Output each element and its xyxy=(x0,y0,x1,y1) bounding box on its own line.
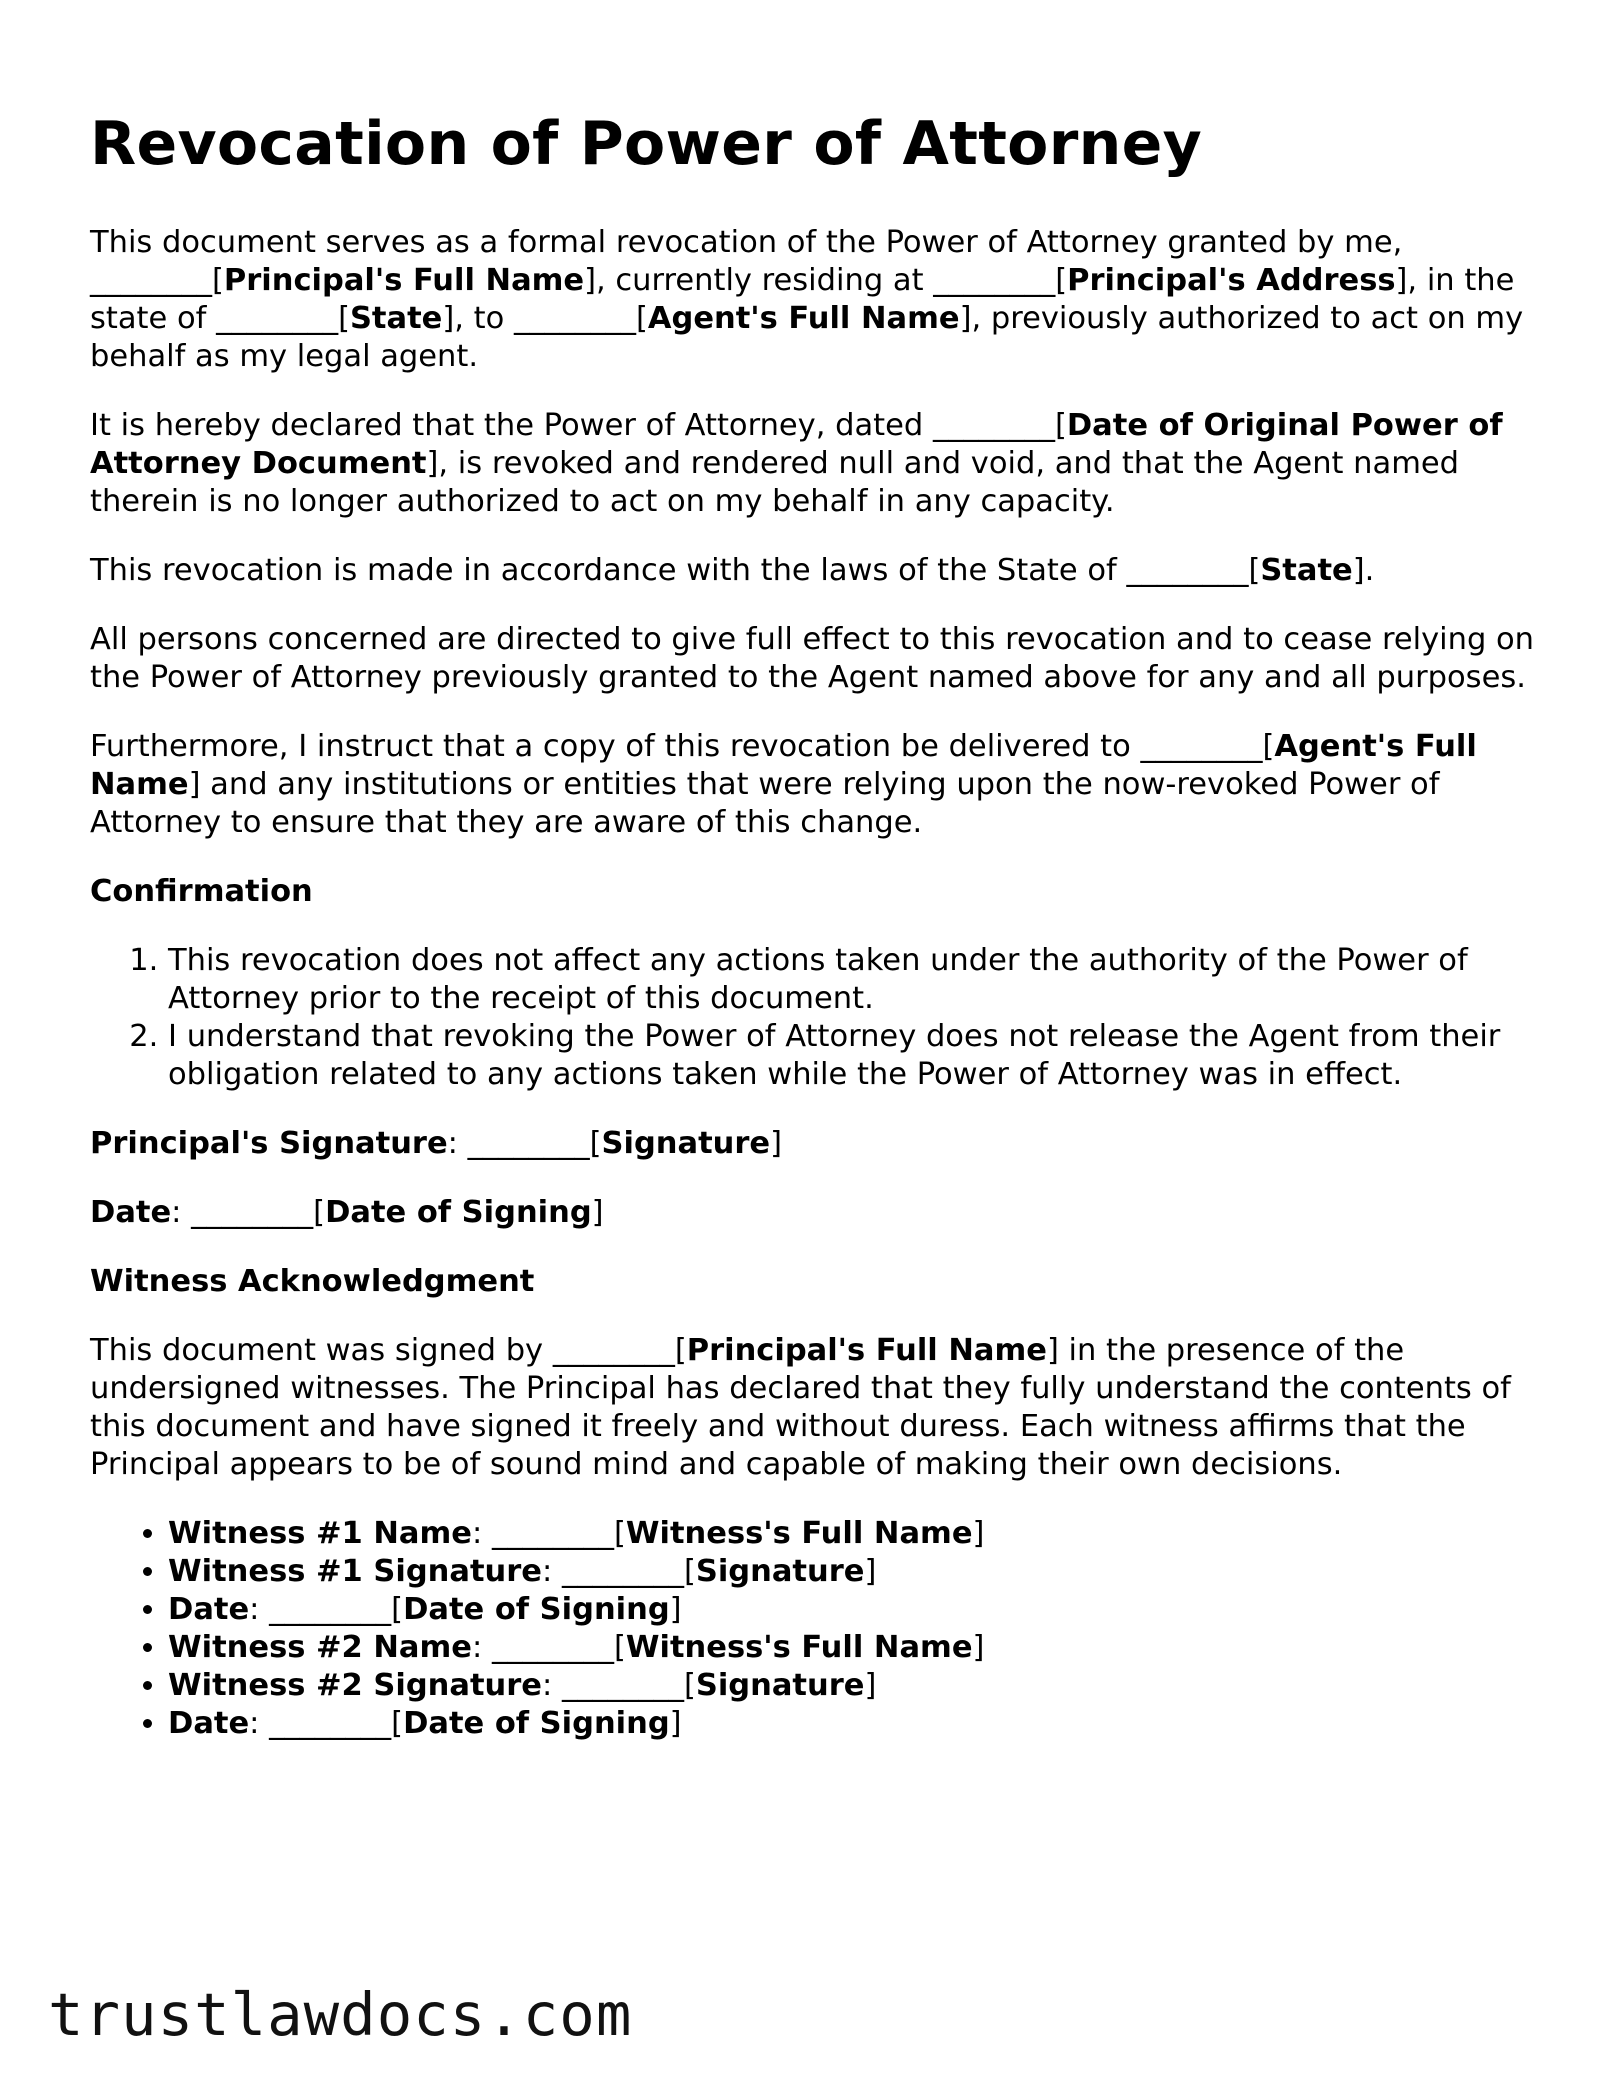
principal-signature-line: Principal's Signature: ________[Signature] xyxy=(90,1126,783,1161)
document-page xyxy=(90,108,1540,1774)
blank-line: ________ xyxy=(269,1706,392,1741)
witness-list xyxy=(90,1515,1540,1743)
confirmation-heading: Confirmation xyxy=(90,874,313,909)
list-item: • Witness #1 Signature: ________[Signature] xyxy=(168,1553,1540,1591)
furthermore-paragraph: Furthermore, I instruct that a copy of this revocation be delivered to ________[Agent's Full Name] and any institutions or entities that were relying upon the now-revoked Power of Attorney to ensure that they are aware of this change. xyxy=(90,729,1477,840)
blank-line: ________ xyxy=(1126,553,1249,588)
list-item: 2. I understand that revoking the Power of Attorney does not release the Agent from their obligation related to any actions taken while the Power of Attorney was in effect. xyxy=(168,1018,1540,1094)
blank-line: ________ xyxy=(90,263,212,298)
blank-line: ________ xyxy=(561,1554,684,1589)
list-item: • Witness #2 Signature: ________[Signature] xyxy=(168,1667,1540,1705)
blank-line: ________ xyxy=(513,301,636,336)
law-paragraph: This revocation is made in accordance with the laws of the State of ________[State]. xyxy=(90,553,1375,588)
placeholder-signature: Signature xyxy=(601,1126,771,1161)
persons-paragraph: All persons concerned are directed to give full effect to this revocation and to cease relying on the Power of Attorney previously granted to the Agent named above for any and all purposes. xyxy=(90,622,1535,695)
intro-paragraph: This document serves as a formal revocation of the Power of Attorney granted by me, ________[Principal's Full Name], currently residing at ________[Principal's Address], in the state of ________[State], to ________[Agent's Full Name], previously authorized to act on my behalf as my legal agent. xyxy=(90,225,1524,374)
placeholder-state: State xyxy=(349,301,443,336)
placeholder-date: Date of Signing xyxy=(325,1195,592,1230)
blank-line: ________ xyxy=(561,1668,684,1703)
list-item: • Date: ________[Date of Signing] xyxy=(168,1591,1540,1629)
blank-line: ________ xyxy=(552,1333,675,1368)
blank-line: ________ xyxy=(467,1126,590,1161)
list-item: 1. This revocation does not affect any actions taken under the authority of the Power of Attorney prior to the receipt of this document. xyxy=(168,942,1540,1018)
list-item: • Witness #1 Name: ________[Witness's Full Name] xyxy=(168,1515,1540,1553)
blank-line: ________ xyxy=(191,1195,314,1230)
watermark-footer: trustlawdocs.com xyxy=(48,1980,633,2049)
blank-line: ________ xyxy=(1140,729,1263,764)
list-item: • Date: ________[Date of Signing] xyxy=(168,1705,1540,1743)
blank-line: ________ xyxy=(269,1592,392,1627)
blank-line: ________ xyxy=(933,263,1056,298)
declaration-paragraph: It is hereby declared that the Power of Attorney, dated ________[Date of Original Power of Attorney Document], is revoked and rendered null and void, and that the Agent named therein is no longer authorized to act on my behalf in any capacity. xyxy=(90,408,1503,519)
document-title: Revocation of Power of Attorney xyxy=(90,109,1203,179)
confirmation-list xyxy=(90,942,1540,1094)
placeholder-state: State xyxy=(1260,553,1353,588)
date-line: Date: ________[Date of Signing] xyxy=(90,1195,604,1230)
placeholder-principal-name: Principal's Full Name xyxy=(223,263,585,298)
blank-line: ________ xyxy=(491,1516,614,1551)
placeholder-agent-name: Agent's Full Name xyxy=(647,301,960,336)
placeholder-principal-address: Principal's Address xyxy=(1067,263,1396,298)
blank-line: ________ xyxy=(491,1630,614,1665)
list-item: • Witness #2 Name: ________[Witness's Full Name] xyxy=(168,1629,1540,1667)
blank-line: ________ xyxy=(932,408,1055,443)
placeholder-principal-name: Principal's Full Name xyxy=(686,1333,1047,1368)
placeholder-original-date: Date of Original Power of Attorney Document xyxy=(90,408,1503,481)
witness-paragraph: This document was signed by ________[Principal's Full Name] in the presence of the undersigned witnesses. The Principal has declared that they fully understand the contents of this document and have signed it freely and without duress. Each witness affirms that the Principal appears to be of sound mind and capable of making their own decisions. xyxy=(90,1333,1511,1482)
blank-line: ________ xyxy=(216,301,339,336)
placeholder-agent-name: Agent's Full Name xyxy=(90,729,1477,802)
witness-heading: Witness Acknowledgment xyxy=(90,1264,535,1299)
